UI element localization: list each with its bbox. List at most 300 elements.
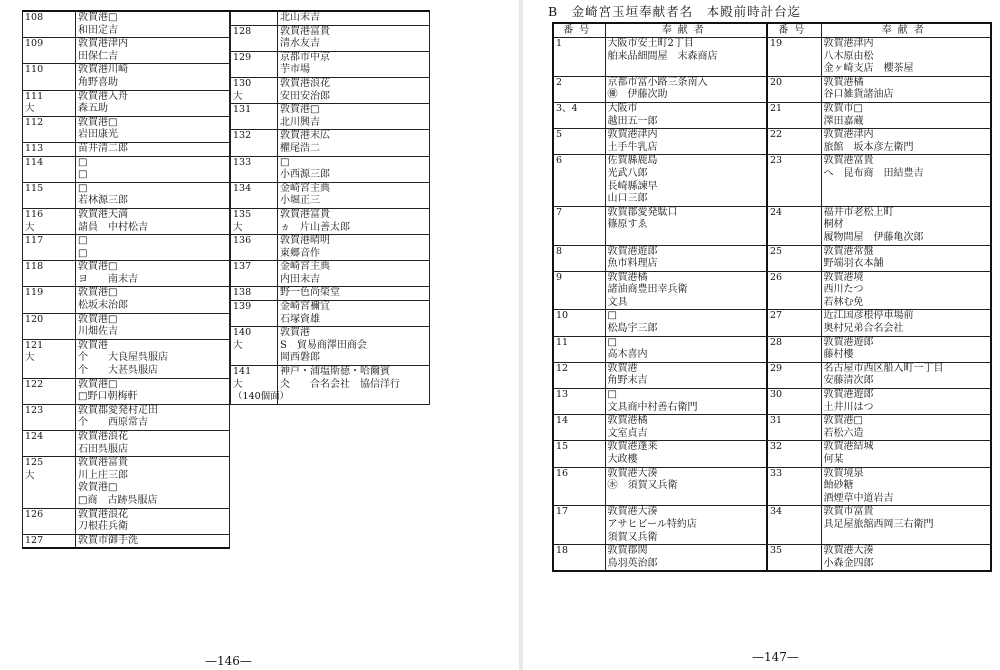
cell-line: 若松六造 — [823, 427, 864, 439]
entry-donor — [821, 415, 991, 441]
table-row — [23, 208, 230, 234]
cell-line: 24 — [770, 206, 783, 218]
header-num-1: 番号 — [553, 23, 605, 38]
table-row — [553, 467, 991, 506]
cell-line: 敦賀市富貴 — [823, 506, 874, 518]
cell-line: 松坂末治郎 — [78, 300, 128, 312]
cell-line: 敦賀港晴明 — [280, 235, 330, 247]
cell-line: 5 — [556, 129, 563, 141]
cell-line: 个 大良屋呉服店 — [78, 352, 168, 364]
entry-number — [23, 287, 76, 313]
cell-line: 敦賀港大湊 — [607, 506, 658, 518]
cell-line: 34 — [770, 506, 783, 518]
entry-number — [767, 155, 821, 206]
entry-donor — [278, 208, 430, 234]
cell-line: 133 — [233, 156, 252, 168]
entry-donor — [278, 366, 430, 405]
cell-line: □ — [607, 336, 617, 348]
cell-line: 1 — [556, 38, 563, 49]
entry-donor — [605, 245, 767, 271]
cell-line: 敦賀港□ — [78, 378, 118, 390]
entry-number — [767, 441, 821, 467]
cell-line: 敦賀港津内 — [78, 38, 128, 50]
cell-line: 敦賀港□ — [78, 116, 118, 128]
donor-table — [552, 22, 992, 572]
entry-donor — [278, 11, 430, 25]
cell-line: 116 — [25, 208, 44, 220]
entry-donor — [76, 182, 230, 208]
entry-donor — [278, 77, 430, 103]
entry-number — [767, 389, 821, 415]
cell-line: 敦賀郡愛発駄口 — [607, 206, 678, 218]
entry-number — [23, 116, 76, 142]
cell-line: 松島宇三郎 — [607, 323, 658, 335]
entry-donor — [821, 206, 991, 245]
table-row — [553, 506, 991, 545]
table-row — [23, 90, 230, 116]
cell-line: 敦賀港□ — [78, 287, 118, 299]
cell-line: 111 — [25, 90, 44, 102]
entry-number — [553, 415, 605, 441]
page-number-right: —147— — [752, 650, 799, 664]
entry-donor — [821, 545, 991, 572]
cell-line: 藤村樓 — [823, 349, 854, 361]
cell-line: 京都市中京 — [280, 51, 330, 63]
entry-number — [553, 362, 605, 388]
cell-line: 仌 合名会社 協信洋行 — [280, 378, 400, 390]
cell-line: 大阪市 — [607, 102, 638, 114]
table-row — [553, 389, 991, 415]
entry-number — [553, 310, 605, 336]
cell-line: へ 昆布商 田結豊吉 — [823, 167, 924, 179]
cell-line: 越田五一郎 — [607, 115, 658, 127]
entry-number — [231, 77, 278, 103]
table-row — [553, 129, 991, 155]
entry-donor — [278, 261, 430, 287]
table-row — [231, 301, 430, 327]
cell-line: 122 — [25, 378, 44, 390]
cell-line: 谷口雑貨諸油店 — [823, 89, 894, 101]
cell-line: 敦賀港蓬莱 — [607, 441, 658, 453]
entry-number — [23, 313, 76, 339]
entry-donor — [76, 235, 230, 261]
cell-line: ㊌ 須賀又兵衛 — [607, 480, 678, 492]
cell-line: 128 — [233, 25, 252, 37]
entry-donor — [821, 102, 991, 128]
cell-line: 114 — [25, 156, 44, 168]
cell-line: 敦賀郡愛発村疋田 — [78, 404, 158, 416]
entry-donor — [605, 310, 767, 336]
entry-donor — [278, 51, 430, 77]
entry-number — [553, 76, 605, 102]
entry-donor — [605, 102, 767, 128]
table-row — [231, 261, 430, 287]
table-row — [553, 545, 991, 572]
cell-line: 石田呉服店 — [78, 443, 128, 455]
table-row — [23, 38, 230, 64]
cell-line: 132 — [233, 130, 252, 142]
cell-line: 110 — [25, 64, 44, 76]
cell-line: 飴砂糖 — [823, 480, 854, 492]
entry-donor — [278, 287, 430, 301]
cell-line: 117 — [25, 235, 44, 247]
cell-line: 敦賀港□ — [78, 12, 118, 23]
table-row — [231, 25, 430, 51]
entry-number — [23, 64, 76, 90]
cell-line: 東郷音作 — [280, 247, 320, 259]
cell-line: 27 — [770, 310, 783, 322]
cell-line: □ — [78, 182, 88, 194]
cell-line: 京都市富小路三条南入 — [607, 76, 708, 88]
entry-number — [231, 51, 278, 77]
cell-line: 北山末吉 — [280, 12, 320, 23]
table-row — [23, 261, 230, 287]
table-row — [231, 235, 430, 261]
cell-line: 小堀正三 — [280, 195, 320, 207]
cell-line: 敦賀港□ — [78, 313, 118, 325]
entry-number — [767, 129, 821, 155]
left-table-col2 — [230, 10, 430, 405]
entry-number — [553, 206, 605, 245]
entry-donor — [76, 508, 230, 534]
table-row — [23, 142, 230, 156]
table-row — [231, 287, 430, 301]
cell-line: 金崎宮主典 — [280, 261, 330, 273]
cell-line: 角野末吉 — [607, 375, 648, 387]
cell-line: 敦賀港富貴 — [280, 208, 330, 220]
cell-line: 28 — [770, 336, 783, 348]
cell-line: 124 — [25, 431, 44, 442]
entry-donor — [821, 38, 991, 77]
entry-number — [767, 545, 821, 572]
table-row — [23, 534, 230, 548]
cell-line: 130 — [233, 77, 252, 89]
cell-line: 15 — [556, 441, 569, 453]
entry-donor — [278, 235, 430, 261]
entry-number — [553, 467, 605, 506]
cell-line: 敦賀港□ — [280, 104, 320, 116]
entry-number — [231, 235, 278, 261]
entry-donor — [605, 206, 767, 245]
table-row — [23, 339, 230, 378]
cell-line: 金崎宮禰宜 — [280, 301, 330, 313]
cell-line: 土井川はつ — [823, 401, 874, 413]
cell-line: 敦賀港川崎 — [78, 64, 128, 76]
entry-donor — [605, 76, 767, 102]
cell-line: 清水友吉 — [280, 38, 320, 50]
cell-line: 14 — [556, 415, 569, 427]
cell-line: 小森金四郎 — [823, 557, 874, 569]
cell-line: 118 — [25, 261, 44, 273]
cell-line: 履物問屋 伊藤亀次郎 — [823, 231, 924, 243]
entry-donor — [76, 142, 230, 156]
entry-donor — [278, 327, 430, 366]
entry-number — [553, 441, 605, 467]
entry-number — [767, 76, 821, 102]
entry-number — [767, 506, 821, 545]
cell-line: 若林源三郎 — [78, 195, 128, 207]
table-row — [553, 76, 991, 102]
cell-line: 3、4 — [556, 102, 578, 114]
cell-line: 11 — [556, 336, 569, 348]
cell-line: 川畑佐吉 — [78, 326, 118, 338]
cell-line: 敦賀郡関 — [607, 545, 648, 557]
cell-line: 35 — [770, 545, 783, 557]
table-row — [23, 11, 230, 38]
entry-donor — [605, 155, 767, 206]
cell-line: 小西源三郎 — [280, 169, 330, 181]
entry-donor — [278, 182, 430, 208]
cell-line: 9 — [556, 271, 563, 283]
cell-line: ㊝ 伊藤次助 — [607, 89, 668, 101]
cell-line: 安田安治郎 — [280, 90, 330, 102]
cell-line: 山口三郎 — [607, 193, 648, 205]
entry-donor — [76, 287, 230, 313]
cell-line: 敦賀港富貴 — [280, 25, 330, 37]
cell-line: 敦賀港□ — [78, 482, 118, 494]
cell-line: S 貿易商澤田商会 — [280, 339, 367, 351]
entry-donor — [821, 441, 991, 467]
cell-line: 大政樓 — [607, 454, 638, 465]
entry-donor — [76, 116, 230, 142]
cell-line: 敦賀港富貴 — [823, 155, 874, 167]
entry-number — [23, 156, 76, 182]
entry-donor — [821, 245, 991, 271]
cell-line: 大 — [25, 469, 35, 481]
cell-line: 127 — [25, 534, 44, 546]
cell-line: 文具 — [607, 296, 628, 308]
cell-line: 北川興吉 — [280, 116, 320, 128]
cell-line: 敦賀市□ — [823, 102, 863, 114]
cell-line: 敦賀港橘 — [607, 415, 648, 427]
cell-line: 敦賀港結城 — [823, 441, 874, 453]
cell-line: 12 — [556, 362, 569, 374]
cell-line: □ — [607, 310, 617, 322]
cell-line: 佐賀縣鹿島 — [607, 155, 658, 167]
entry-number — [767, 415, 821, 441]
cell-line: 土手牛乳店 — [607, 141, 658, 153]
cell-line: 139 — [233, 301, 252, 313]
cell-line: 野端羽衣本舗 — [823, 258, 884, 270]
cell-line: 西川たつ — [823, 284, 864, 296]
cell-line: 敦賀港遊郎 — [607, 245, 658, 257]
cell-line: 光武八郎 — [607, 167, 648, 179]
table-row — [553, 271, 991, 310]
entry-number — [553, 545, 605, 572]
entry-donor — [605, 389, 767, 415]
table-row — [23, 431, 230, 457]
cell-line: 魚市料理店 — [607, 258, 658, 270]
entry-number — [231, 25, 278, 51]
entry-donor — [605, 38, 767, 77]
cell-line: 137 — [233, 261, 252, 273]
header-num-2: 番号 — [767, 23, 821, 38]
cell-line: 奥村兄弟合名会社 — [823, 323, 904, 335]
cell-line: 29 — [770, 362, 783, 374]
cell-line: 請員 中村松吉 — [78, 221, 148, 233]
cell-line: 文具商中村善右衛門 — [607, 401, 698, 413]
table-row — [231, 366, 430, 405]
entry-number — [767, 206, 821, 245]
cell-line: 内田末吉 — [280, 273, 320, 285]
entry-number — [767, 38, 821, 77]
cell-line: 115 — [25, 182, 44, 194]
entry-number — [553, 506, 605, 545]
entry-donor — [76, 404, 230, 430]
cell-line: 敦賀港 — [78, 339, 108, 351]
cell-line: 敦賀港橘 — [823, 76, 864, 88]
cell-line: 岩田康光 — [78, 129, 118, 141]
cell-line: 岡西磐郎 — [280, 352, 320, 364]
cell-line: 金崎宮主典 — [280, 182, 330, 194]
entry-number — [767, 467, 821, 506]
entry-donor — [76, 38, 230, 64]
cell-line: 敦賀港末広 — [280, 130, 330, 142]
cell-line: 7 — [556, 206, 563, 218]
cell-line: 31 — [770, 415, 783, 427]
cell-line: 和田定吉 — [78, 24, 118, 36]
cell-line: 19 — [770, 38, 783, 49]
entry-number — [23, 90, 76, 116]
cell-line: 野一色尚榮堂 — [280, 287, 340, 299]
cell-line: 33 — [770, 467, 783, 479]
cell-line: 敦賀港大湊 — [823, 545, 874, 557]
table-row — [23, 156, 230, 182]
entry-number — [231, 130, 278, 156]
cell-line: 23 — [770, 155, 783, 167]
entry-donor — [605, 467, 767, 506]
cell-line: 大 — [25, 352, 35, 364]
entry-donor — [821, 155, 991, 206]
cell-line: 敦賀港橘 — [607, 271, 648, 283]
entry-donor — [605, 506, 767, 545]
cell-line: 16 — [556, 467, 569, 479]
cell-line: 角野喜助 — [78, 76, 118, 88]
cell-line: 苗井清二郎 — [78, 142, 128, 154]
cell-line: 140 — [233, 327, 252, 339]
cell-line: 篠原すゑ — [607, 219, 648, 231]
entry-number — [231, 156, 278, 182]
cell-line: 25 — [770, 245, 783, 257]
entry-number — [231, 208, 278, 234]
entry-donor — [821, 76, 991, 102]
table-row — [553, 362, 991, 388]
entry-donor — [76, 339, 230, 378]
entry-donor — [821, 129, 991, 155]
entry-donor — [605, 336, 767, 362]
entry-number — [231, 327, 278, 366]
table-row — [553, 102, 991, 128]
entry-donor — [76, 313, 230, 339]
cell-line: 22 — [770, 129, 783, 141]
entry-number — [231, 366, 290, 405]
entry-number — [767, 336, 821, 362]
cell-line: 舶来品細間屋 末森商店 — [607, 50, 718, 62]
cell-line: 大 — [233, 339, 243, 351]
cell-line: 敦賀港富貴 — [78, 457, 128, 469]
cell-line: 旅館 坂本彦左衛門 — [823, 141, 914, 153]
entry-number — [23, 261, 76, 287]
cell-line: 敦賀港浪花 — [78, 508, 128, 520]
table-row — [23, 313, 230, 339]
cell-line: 名古屋市西区船入町一丁目 — [823, 362, 944, 374]
cell-line: 109 — [25, 38, 44, 50]
table-row — [553, 441, 991, 467]
table-row — [553, 415, 991, 441]
cell-line: 个 大甚呉服店 — [78, 365, 158, 377]
entry-number — [23, 208, 76, 234]
cell-line: 大 — [25, 103, 35, 115]
cell-line: ヵ 片山善太郎 — [280, 221, 350, 233]
entry-donor — [76, 457, 230, 508]
cell-line: 6 — [556, 155, 563, 167]
cell-line: 123 — [25, 404, 44, 416]
entry-number — [231, 261, 278, 287]
cell-line: 敦賀港常盤 — [823, 245, 874, 257]
cell-line: 酒煙草中道岩吉 — [823, 492, 894, 504]
cell-line: 18 — [556, 545, 569, 557]
cell-line: 欋尾浩二 — [280, 142, 320, 154]
cell-line: 13 — [556, 389, 569, 401]
entry-donor — [821, 310, 991, 336]
entry-number — [23, 431, 76, 457]
cell-line: 138 — [233, 287, 252, 299]
entry-number — [23, 38, 76, 64]
cell-line: 澤田嘉蔵 — [823, 115, 864, 127]
entry-donor — [821, 336, 991, 362]
cell-line: 敦賀港 — [607, 362, 638, 374]
entry-donor — [278, 301, 430, 327]
table-row — [231, 208, 430, 234]
cell-line: 八木原由松 — [823, 50, 874, 62]
cell-line: 126 — [25, 508, 44, 520]
cell-line: 20 — [770, 76, 783, 88]
cell-line: 安藤清次郎 — [823, 375, 874, 387]
cell-line: 敦賀港津内 — [823, 129, 874, 141]
table-row — [231, 327, 430, 366]
entry-number — [553, 271, 605, 310]
entry-number — [23, 404, 76, 430]
cell-line: 敦賀港□ — [823, 415, 863, 427]
entry-number — [553, 38, 605, 77]
entry-donor — [605, 545, 767, 572]
table-row — [23, 64, 230, 90]
entry-number — [23, 182, 76, 208]
cell-line: 敦賀港大湊 — [607, 467, 658, 479]
cell-line: 敦賀市御手洗 — [78, 534, 138, 546]
entry-number — [767, 271, 821, 310]
entry-number — [231, 287, 278, 301]
cell-line: 敦賀港浪花 — [78, 431, 128, 442]
table-row — [553, 310, 991, 336]
table-row — [23, 287, 230, 313]
cell-line: 神戸・浦塩斯徳・哈爾賓 — [280, 366, 390, 378]
table-row — [553, 38, 991, 77]
cell-line: 大 — [233, 90, 243, 102]
table-row — [23, 235, 230, 261]
entry-donor — [76, 378, 230, 404]
cell-line: 須賀又兵衛 — [607, 531, 658, 543]
entry-number — [767, 245, 821, 271]
cell-line: 120 — [25, 313, 44, 325]
entry-number — [231, 11, 278, 25]
entry-number — [553, 102, 605, 128]
table-row — [23, 378, 230, 404]
right-page — [522, 0, 1000, 670]
cell-line: 108 — [25, 12, 44, 23]
cell-line: 何某 — [823, 454, 844, 465]
entry-number — [23, 235, 76, 261]
